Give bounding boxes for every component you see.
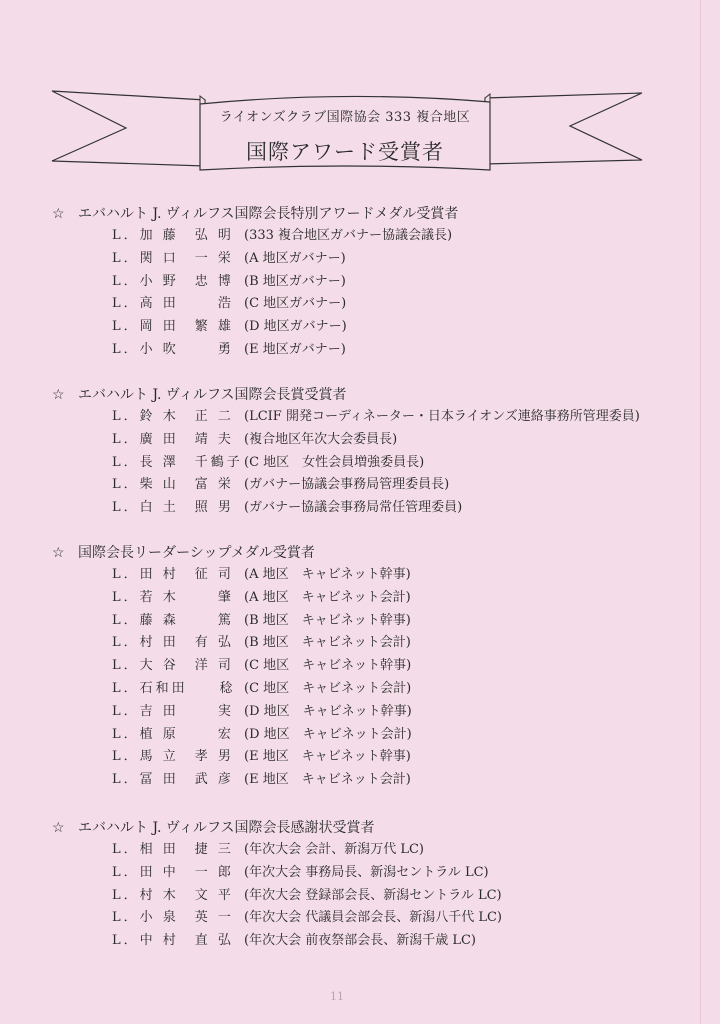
list-item (52, 587, 692, 610)
awardee-role: (年次大会 代議員会部会長、新潟八千代 LC) (244, 910, 502, 926)
awardee-role: (年次大会 会計、新潟万代 LC) (244, 842, 424, 857)
awardee-name: L．中 村 直 弘 (112, 933, 234, 949)
star-icon: ☆ (52, 545, 65, 561)
awardee-role: (ガバナー協議会事務局管理委員長) (244, 477, 450, 493)
list-item (52, 769, 692, 792)
list-item (52, 452, 692, 475)
awardee-role: (複合地区年次大会委員長) (244, 431, 398, 447)
list-item (52, 339, 692, 362)
awardee-role: (E 地区 キャビネット会計) (244, 772, 411, 788)
banner-subtitle: ライオンズクラブ国際協会 333 複合地区 (219, 110, 471, 125)
awardee-role: (D 地区 キャビネット会計) (244, 726, 412, 742)
section-heading-text: 国際会長リーダーシップメダル受賞者 (78, 545, 315, 561)
awardee-role: (ガバナー協議会事務局常任管理委員) (244, 500, 463, 516)
awardee-role: (年次大会 事務局長、新潟セントラル LC) (244, 864, 489, 880)
awardee-role: (LCIF 開発コーディネーター・日本ライオンズ連絡事務所管理委員) (244, 409, 640, 424)
page-number: 11 (330, 990, 344, 1003)
awardee-role: (C 地区 キャビネット幹事) (244, 658, 412, 674)
awardee-role: (C 地区 女性会員増強委員長) (244, 454, 425, 470)
section-certificate-of-appreciation (52, 817, 692, 953)
list-item (52, 724, 692, 747)
section-heading (52, 384, 692, 406)
awardee-name: L．若 木 肇 (112, 589, 234, 605)
list-item (52, 564, 692, 587)
section-heading-text: エバハルト J. ヴィルフス国際会長感謝状受賞者 (78, 820, 375, 836)
awardee-role: (C 地区ガバナー) (244, 296, 347, 312)
section-heading-text: エバハルト J. ヴィルフス国際会長特別アワードメダル受賞者 (78, 206, 459, 222)
awardee-role: (B 地区 キャビネット幹事) (244, 612, 411, 628)
list-item (52, 746, 692, 769)
awardee-name: L．小 吹 勇 (112, 341, 234, 357)
awardee-name: L．高 田 浩 (112, 296, 234, 312)
awardee-role: (D 地区ガバナー) (244, 319, 347, 335)
section-heading-text: エバハルト J. ヴィルフス国際会長賞受賞者 (78, 387, 347, 403)
awardee-name: L．岡 田 繁 雄 (112, 319, 234, 335)
star-icon: ☆ (52, 820, 65, 836)
awardee-role: (C 地区 キャビネット会計) (244, 680, 412, 696)
list-item (52, 632, 692, 655)
awardee-name: L．小 野 忠 博 (112, 273, 234, 289)
list-item (52, 907, 692, 930)
list-item (52, 248, 692, 271)
list-item (52, 885, 692, 908)
awardee-name: L．村 木 文 平 (112, 887, 234, 903)
star-icon: ☆ (52, 206, 65, 222)
list-item (52, 316, 692, 339)
ribbon-banner (0, 0, 720, 200)
list-item (52, 474, 692, 497)
awardee-role: (B 地区ガバナー) (244, 273, 346, 289)
awardee-name: L．村 田 有 弘 (112, 635, 234, 651)
awardee-name: L．藤 森 篤 (112, 612, 234, 628)
awardee-name: L．長 澤 千鶴子 (112, 454, 243, 470)
awardee-name: L．廣 田 靖 夫 (112, 431, 234, 447)
awardee-role: (年次大会 前夜祭部会長、新潟千歳 LC) (244, 933, 476, 949)
awardee-role: (333 複合地区ガバナー協議会議長) (244, 228, 453, 243)
page-title: 国際アワード受賞者 (246, 140, 444, 164)
list-item (52, 271, 692, 294)
section-heading (52, 203, 692, 225)
list-item (52, 930, 692, 953)
awardee-name: L．大 谷 洋 司 (112, 658, 234, 674)
list-item (52, 497, 692, 520)
awardee-name: L．関 口 一 栄 (112, 250, 234, 266)
section-presidential-award (52, 384, 692, 520)
awardee-role: (A 地区 キャビネット幹事) (244, 567, 411, 582)
awardee-role: (E 地区 キャビネット幹事) (244, 749, 411, 765)
awardee-role: (A 地区 キャビネット会計) (244, 589, 411, 605)
awardee-role: (年次大会 登録部会長、新潟セントラル LC) (244, 887, 502, 903)
awardee-name: L．加 藤 弘 明 (112, 228, 234, 243)
awardee-name: L．田 村 征 司 (112, 567, 234, 582)
awardee-name: L．馬 立 孝 男 (112, 749, 234, 765)
section-special-award-medal (52, 203, 692, 362)
star-icon: ☆ (52, 387, 65, 403)
section-heading (52, 542, 692, 564)
awardee-name: L．植 原 宏 (112, 726, 234, 742)
awardee-role: (E 地区ガバナー) (244, 341, 346, 357)
list-item (52, 655, 692, 678)
awardee-role: (D 地区 キャビネット幹事) (244, 703, 412, 719)
awardee-name: L．相 田 捷 三 (112, 842, 234, 857)
list-item (52, 293, 692, 316)
list-item (52, 406, 692, 429)
list-item (52, 610, 692, 633)
awardee-name: L．田 中 一 郎 (112, 864, 234, 880)
list-item (52, 839, 692, 862)
list-item (52, 225, 692, 248)
awardee-name: L．小 泉 英 一 (112, 910, 234, 926)
awardee-name: L．石和田 稔 (112, 680, 236, 696)
awardee-role: (B 地区 キャビネット会計) (244, 635, 411, 651)
awardee-role: (A 地区ガバナー) (244, 250, 346, 266)
list-item (52, 678, 692, 701)
awardee-name: L．柴 山 富 栄 (112, 477, 234, 493)
awardee-name: L．吉 田 実 (112, 703, 234, 719)
list-item (52, 862, 692, 885)
list-item (52, 429, 692, 452)
awardee-name: L．冨 田 武 彦 (112, 772, 234, 788)
section-heading (52, 817, 692, 839)
section-leadership-medal (52, 542, 692, 792)
awardee-name: L．白 土 照 男 (112, 500, 234, 516)
awardee-name: L．鈴 木 正 二 (112, 409, 234, 424)
list-item (52, 701, 692, 724)
